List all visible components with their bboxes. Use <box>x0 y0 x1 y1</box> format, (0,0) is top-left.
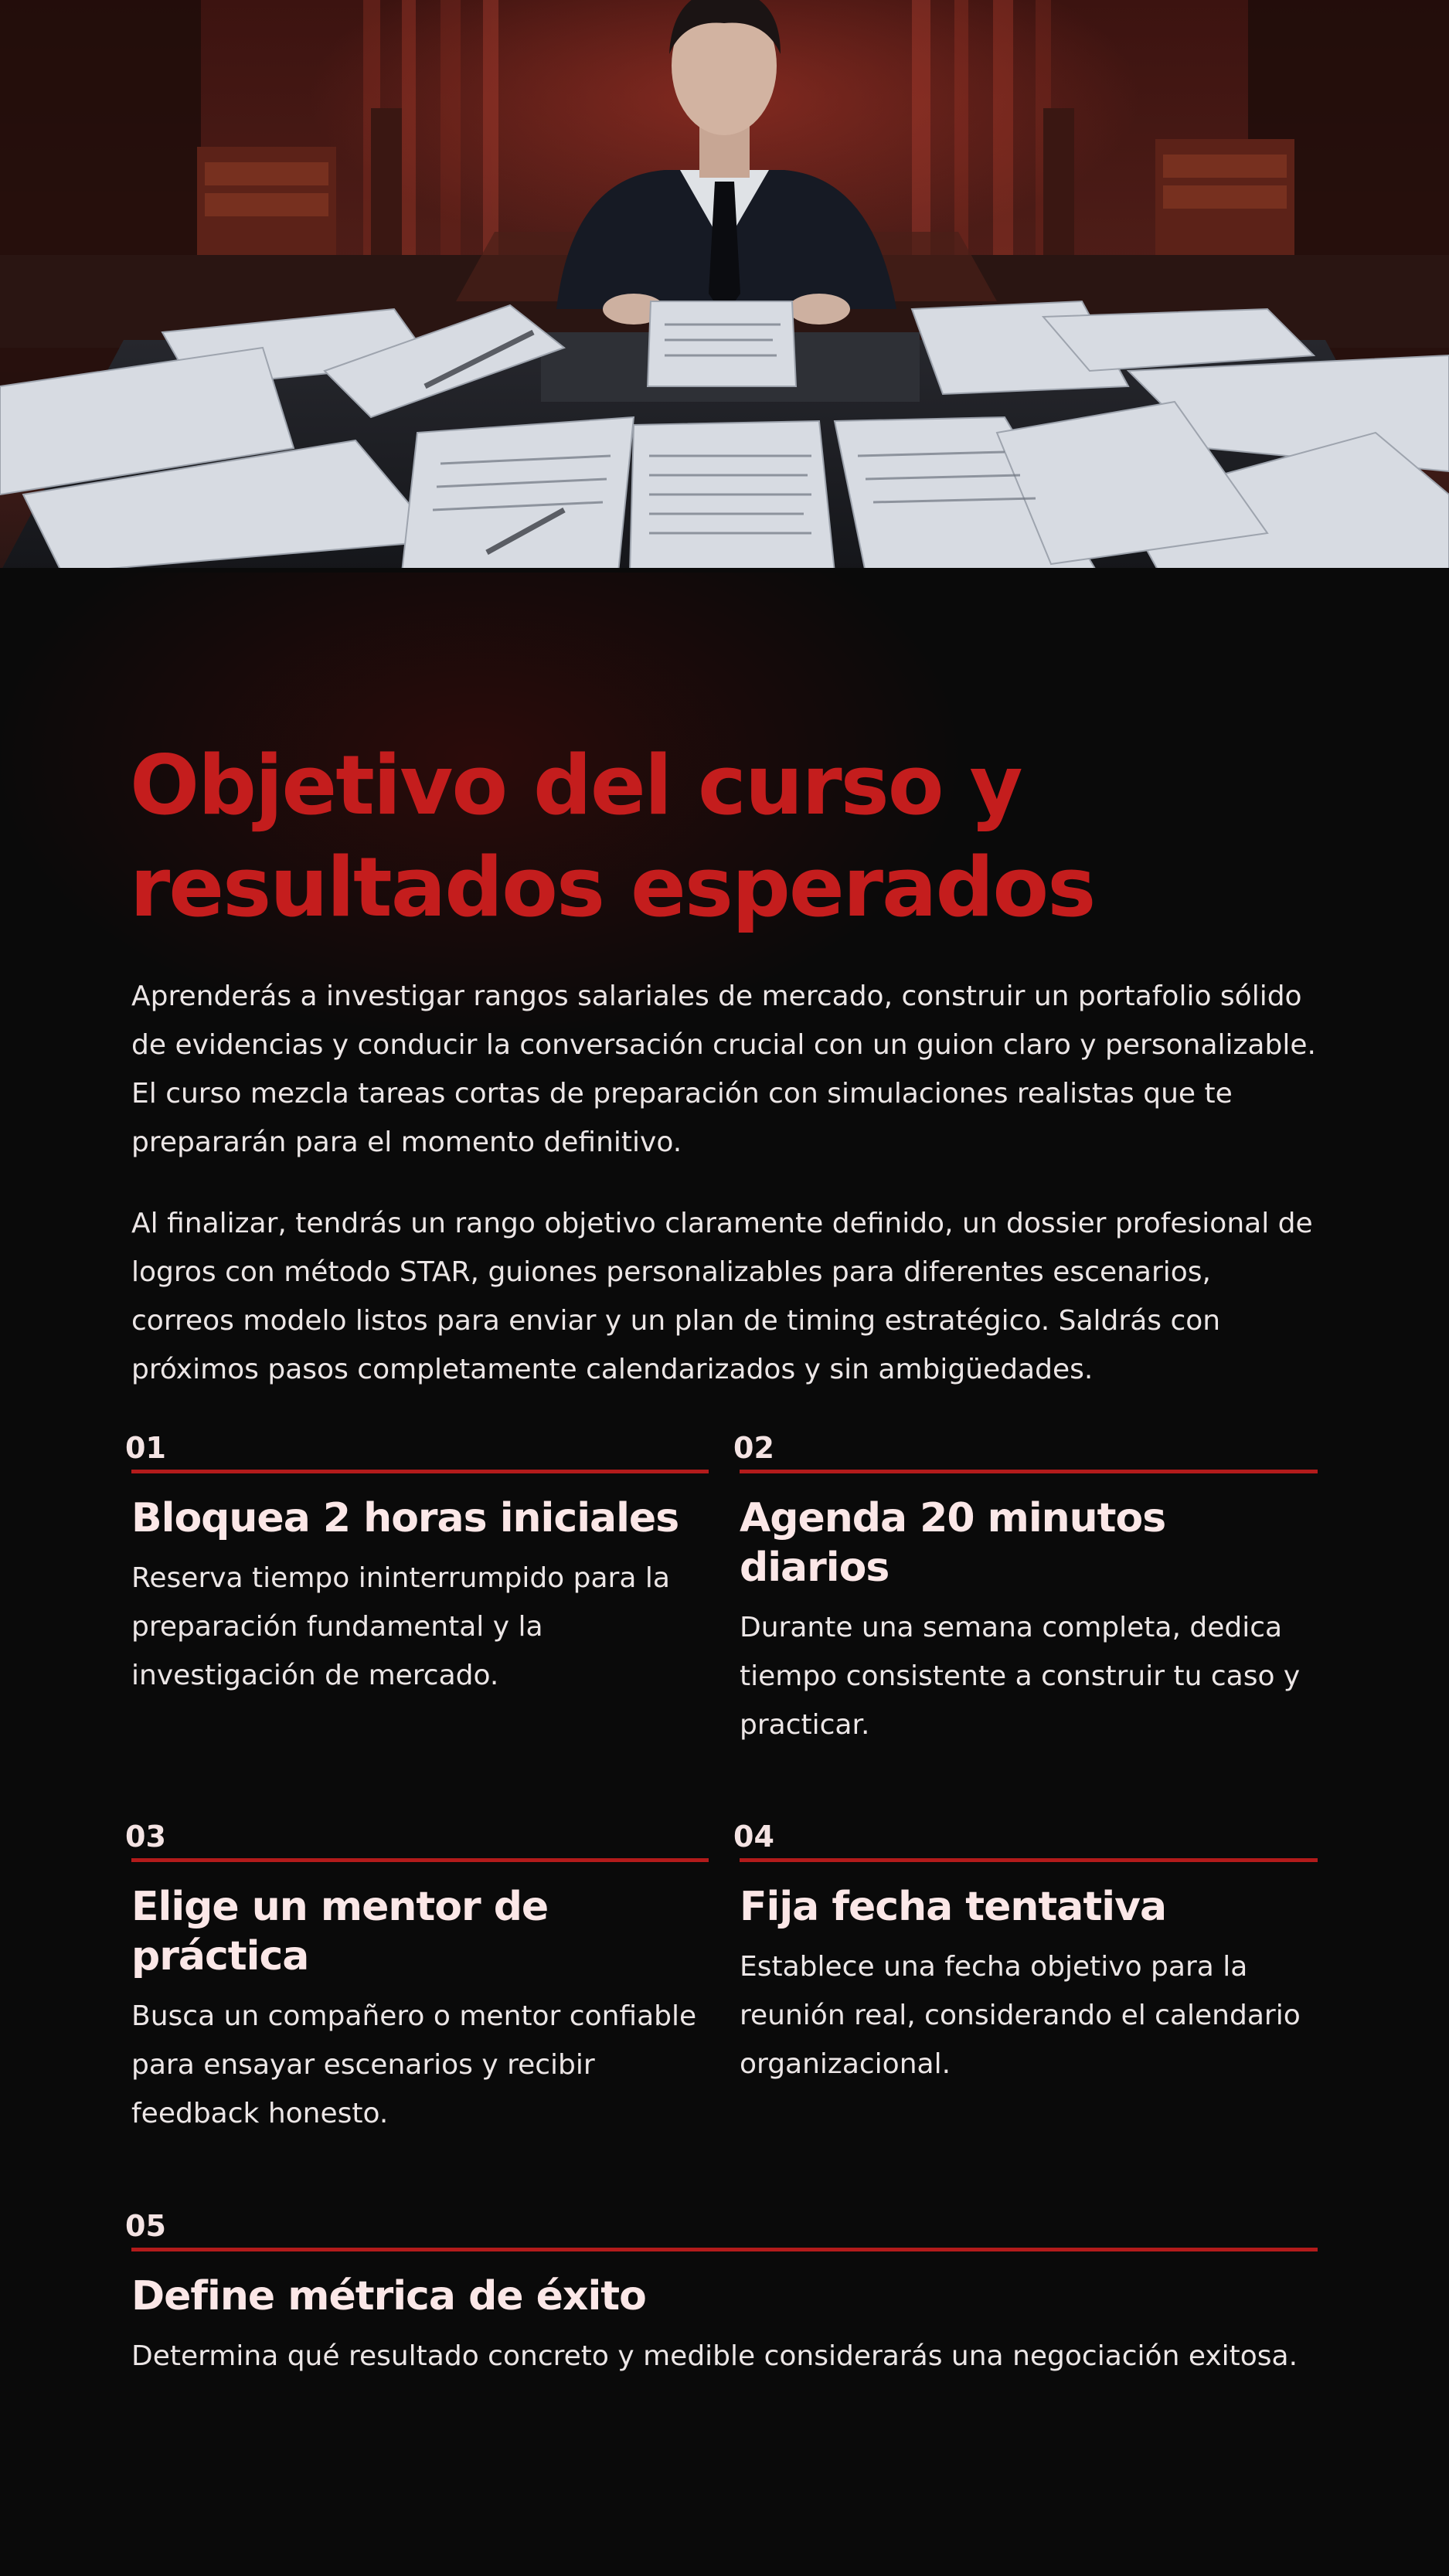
step-item <box>733 1431 1318 1749</box>
step-description: Reserva tiempo ininterrumpido para la preparación fundamental y la investigación de mercado. <box>131 1562 670 1691</box>
step-number: 02 <box>733 1431 774 1465</box>
step-heading: Bloquea 2 horas iniciales <box>131 1495 679 1541</box>
step-description: Determina qué resultado concreto y medible considerarás una negociación exitosa. <box>131 2340 1298 2372</box>
step-heading: Agenda 20 minutos diarios <box>740 1495 1166 1591</box>
step-divider <box>740 1858 1318 1862</box>
step-description: Busca un compañero o mentor confiable para ensayar escenarios y recibir feedback honesto. <box>131 2000 697 2129</box>
step-divider <box>131 1858 709 1862</box>
step-heading: Fija fecha tentativa <box>740 1884 1167 1930</box>
step-number: 03 <box>125 1820 166 1854</box>
step-description: Establece una fecha objetivo para la reunión real, considerando el calendario organizacional. <box>740 1951 1301 2080</box>
step-number: 05 <box>125 2209 166 2243</box>
step-divider <box>131 1470 709 1473</box>
step-heading: Elige un mentor de práctica <box>131 1884 549 1980</box>
step-number: 04 <box>733 1820 774 1854</box>
step-item <box>125 2209 1318 2381</box>
step-item <box>125 1431 709 1700</box>
course-objectives-section <box>0 573 1449 2576</box>
step-description: Durante una semana completa, dedica tiempo consistente a construir tu caso y practicar. <box>740 1612 1301 1741</box>
step-number: 01 <box>125 1431 166 1465</box>
step-item <box>125 1820 709 2138</box>
step-divider <box>740 1470 1318 1473</box>
section-title: Objetivo del curso y resultados esperados <box>130 738 1095 935</box>
hero-illustration <box>0 0 1449 573</box>
step-item <box>733 1820 1318 2088</box>
intro-paragraph: Aprenderás a investigar rangos salariales de mercado, construir un portafolio sólido de evidencias y conducir la conversación crucial con un guion claro y personalizable. El curso mezcla tareas cortas de preparación con simulaciones realistas que te prepararán para el momento definitivo. <box>131 980 1316 1158</box>
step-heading: Define métrica de éxito <box>131 2273 646 2319</box>
step-divider <box>131 2248 1318 2251</box>
outcomes-paragraph: Al finalizar, tendrás un rango objetivo claramente definido, un dossier profesional de logros con método STAR, guiones personalizables para diferentes escenarios, correos modelo listos para enviar y un plan de timing estratégico. Saldrás con próximos pasos completamente calendarizados y sin ambigüedades. <box>131 1208 1313 1385</box>
hero-image <box>0 0 1449 573</box>
